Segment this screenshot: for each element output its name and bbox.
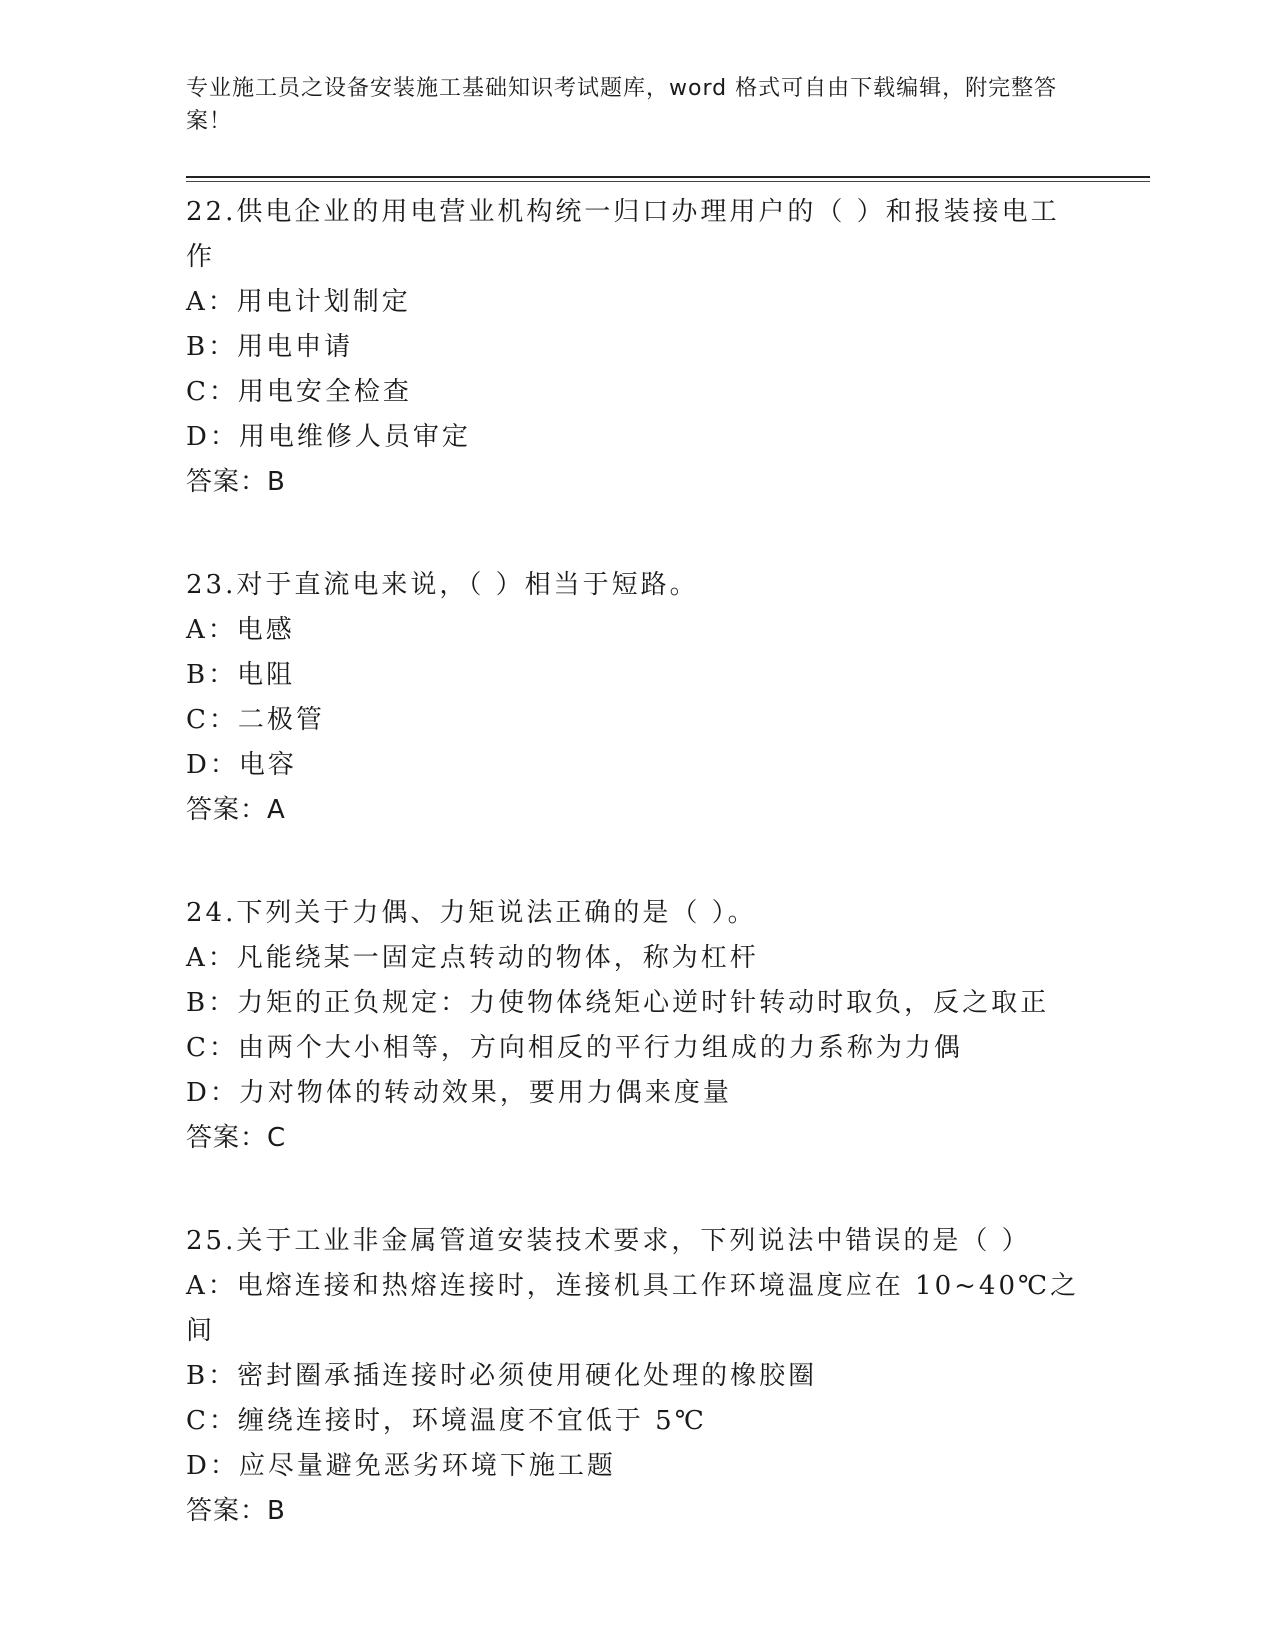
option-label: A：: [186, 287, 237, 317]
question-text: 下列关于力偶、力矩说法正确的是（ ）。: [236, 898, 757, 928]
option-text: 电阻: [237, 660, 296, 690]
question-number: 23.: [186, 570, 237, 600]
option-text: 用电计划制定: [236, 287, 411, 317]
option-text: 电熔连接和热熔连接时，连接机具工作环境温度应在 10~40℃之间: [186, 1271, 1080, 1346]
option-d: [186, 1071, 1086, 1116]
header-divider-thin: [186, 181, 1150, 182]
option-label: A：: [186, 615, 237, 645]
option-b: [186, 981, 1086, 1026]
option-b: [186, 325, 1086, 370]
option-label: C：: [186, 705, 238, 735]
question-text: 对于直流电来说，（ ）相当于短路。: [236, 570, 699, 600]
option-text: 凡能绕某一固定点转动的物体，称为杠杆: [236, 943, 759, 973]
option-label: B：: [186, 660, 238, 690]
option-c: [186, 1399, 1086, 1444]
option-label: B：: [186, 332, 238, 362]
question-list: [186, 190, 1086, 1592]
option-b: [186, 653, 1086, 698]
answer-line: [186, 1116, 1086, 1161]
question-number: 24.: [186, 898, 237, 928]
option-label: A：: [186, 943, 237, 973]
option-text: 二极管: [237, 705, 325, 735]
option-text: 应尽量避免恶劣环境下施工题: [238, 1451, 616, 1481]
question-stem: [186, 1219, 1086, 1264]
option-label: B：: [186, 988, 238, 1018]
option-c: [186, 370, 1086, 415]
option-text: 用电安全检查: [237, 377, 412, 407]
option-text: 由两个大小相等，方向相反的平行力组成的力系称为力偶: [237, 1033, 963, 1063]
question-24: [186, 891, 1086, 1161]
option-d: [186, 743, 1086, 788]
question-22: [186, 190, 1086, 505]
option-c: [186, 1026, 1086, 1071]
question-number: 22.: [186, 197, 237, 227]
option-label: D：: [186, 1078, 239, 1108]
option-text: 力对物体的转动效果，要用力偶来度量: [238, 1078, 732, 1108]
answer-value: A: [267, 795, 286, 825]
option-text: 用电维修人员审定: [238, 422, 471, 452]
option-label: A：: [186, 1271, 237, 1301]
option-a: [186, 1264, 1086, 1354]
option-text: 缠绕连接时，环境温度不宜低于 5℃: [237, 1406, 707, 1436]
option-text: 电感: [236, 615, 295, 645]
option-label: D：: [186, 422, 239, 452]
answer-value: B: [267, 1496, 286, 1526]
option-text: 电容: [238, 750, 297, 780]
question-25: [186, 1219, 1086, 1534]
answer-line: [186, 788, 1086, 833]
answer-label: 答案：: [186, 1123, 268, 1153]
document-header: 专业施工员之设备安装施工基础知识考试题库，word 格式可自由下载编辑，附完整答案！: [186, 76, 1058, 134]
question-number: 25.: [186, 1226, 237, 1256]
option-text: 密封圈承插连接时必须使用硬化处理的橡胶圈: [237, 1361, 818, 1391]
question-stem: [186, 190, 1086, 280]
option-d: [186, 415, 1086, 460]
header-divider-thick: [186, 176, 1150, 178]
answer-line: [186, 1489, 1086, 1534]
answer-label: 答案：: [186, 1496, 268, 1526]
answer-value: C: [267, 1123, 287, 1153]
question-stem: [186, 891, 1086, 936]
option-a: [186, 936, 1086, 981]
answer-line: [186, 460, 1086, 505]
question-stem: [186, 563, 1086, 608]
option-label: D：: [186, 750, 239, 780]
option-a: [186, 608, 1086, 653]
option-b: [186, 1354, 1086, 1399]
option-label: C：: [186, 1406, 238, 1436]
answer-label: 答案：: [186, 467, 268, 497]
option-label: C：: [186, 1033, 238, 1063]
option-text: 用电申请: [237, 332, 354, 362]
option-a: [186, 280, 1086, 325]
option-d: [186, 1444, 1086, 1489]
option-text: 力矩的正负规定：力使物体绕矩心逆时针转动时取负，反之取正: [237, 988, 1050, 1018]
option-label: B：: [186, 1361, 238, 1391]
question-text: 供电企业的用电营业机构统一归口办理用户的（ ）和报装接电工作: [186, 197, 1060, 272]
answer-value: B: [267, 467, 286, 497]
option-label: C：: [186, 377, 238, 407]
option-c: [186, 698, 1086, 743]
question-23: [186, 563, 1086, 833]
answer-label: 答案：: [186, 795, 268, 825]
question-text: 关于工业非金属管道安装技术要求，下列说法中错误的是（ ）: [236, 1226, 1031, 1256]
option-label: D：: [186, 1451, 239, 1481]
